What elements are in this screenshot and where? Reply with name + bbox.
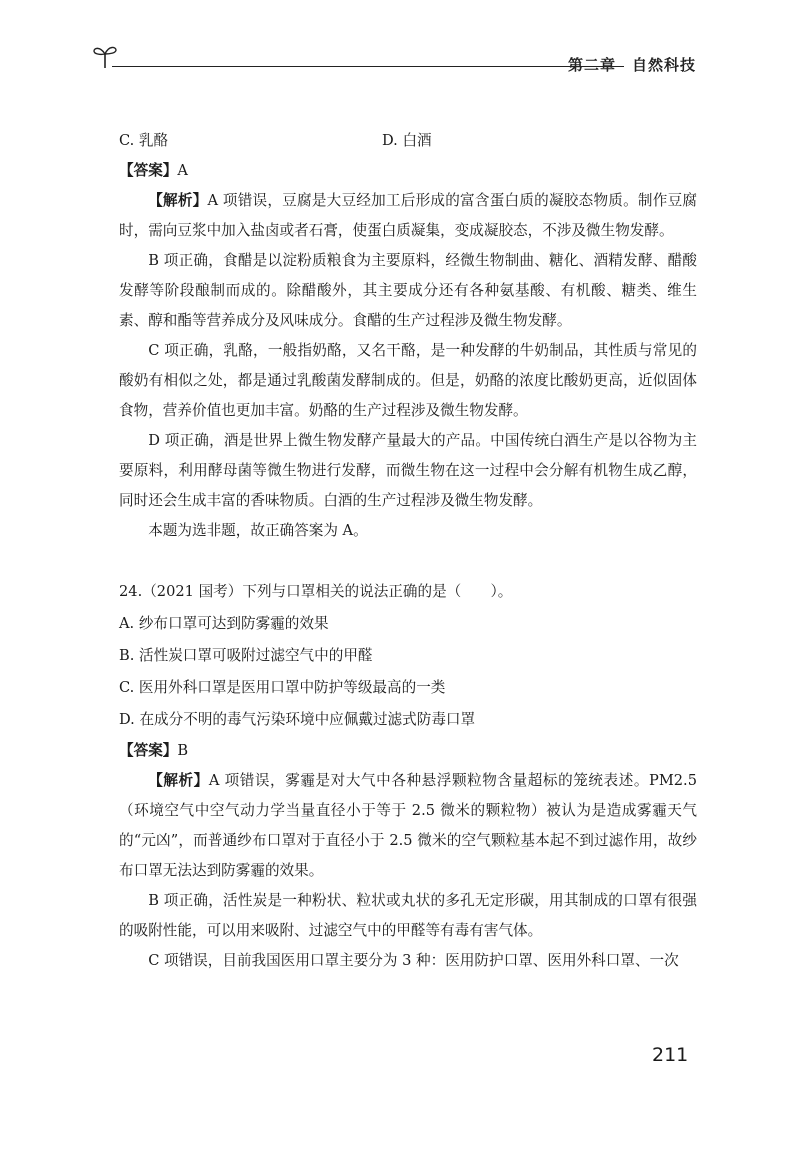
analysis-paragraph: B 项正确，食醋是以淀粉质粮食为主要原料，经微生物制曲、糖化、酒精发酵、醋酸发酵等阶段酿制而成的。除醋酸外，其主要成分还有各种氨基酸、有机酸、糖类、维生素、醇和酯等营养成分及风味成分。食醋的生产过程涉及微生物发酵。 [119,252,697,329]
question-stem: 24.（2021 国考）下列与口罩相关的说法正确的是（ ）。 [119,583,513,600]
option-d: D. 在成分不明的毒气污染环境中应佩戴过滤式防毒口罩 [119,711,476,728]
page-number: 211 [652,1044,689,1066]
option-c: C. 医用外科口罩是医用口罩中防护等级最高的一类 [119,679,446,696]
analysis-paragraph: C 项错误，目前我国医用口罩主要分为 3 种：医用防护口罩、医用外科口罩、一次 [148,952,679,969]
analysis-paragraph: D 项正确，酒是世界上微生物发酵产量最大的产品。中国传统白酒生产是以谷物为主要原料，利用酵母菌等微生物进行发酵，而微生物在这一过程中会分解有机物生成乙醇，同时还会生成丰富的香味物质。白酒的生产过程涉及微生物发酵。 [119,432,697,509]
options-row [119,126,697,156]
running-header [92,42,704,78]
answer [119,736,697,766]
option-c: C. 乳酪 [119,132,169,149]
option-a: A. 纱布口罩可达到防雾霾的效果 [119,615,329,632]
spacer [119,546,697,576]
analysis-paragraph [119,766,697,886]
analysis-paragraph: C 项正确，乳酪，一般指奶酪，又名干酪，是一种发酵的牛奶制品，其性质与常见的酸奶有相似之处，都是通过乳酸菌发酵制成的。但是，奶酪的浓度比酸奶更高，近似固体食物，营养价值也更加丰富。奶酪的生产过程涉及微生物发酵。 [119,342,697,419]
page-content [119,126,697,976]
answer-value: B [177,742,189,759]
option-d: D. 白酒 [382,132,432,149]
analysis-paragraph: B 项正确，活性炭是一种粉状、粒状或丸状的多孔无定形碳，用其制成的口罩有很强的吸附性能，可以用来吸附、过滤空气中的甲醛等有毒有害气体。 [119,892,697,939]
chapter-title: 第二章 自然科技 [567,56,696,74]
analysis-text: A 项错误，雾霾是对大气中各种悬浮颗粒物含量超标的笼统表述。PM2.5（环境空气中空气动力学当量直径小于等于 2.5 微米的颗粒物）被认为是造成雾霾天气的“元凶”，而普通纱布口罩对于直径小于 2.5 微米的空气颗粒基本起不到过滤作用，故纱布口罩无法达到防雾霾的效果。 [119,772,697,879]
conclusion: 本题为选非题，故正确答案为 A。 [148,522,368,539]
analysis-label: 【解析】 [148,772,209,789]
option-b: B. 活性炭口罩可吸附过滤空气中的甲醛 [119,647,373,664]
answer [119,156,697,186]
analysis-label: 【解析】 [148,192,208,209]
answer-value: A [177,162,188,179]
answer-label: 【答案】 [119,162,178,179]
answer-label: 【答案】 [119,742,178,759]
header-rule [112,66,624,67]
analysis-text: A 项错误，豆腐是大豆经加工后形成的富含蛋白质的凝胶态物质。制作豆腐时，需向豆浆中加入盐卤或者石膏，使蛋白质凝集，变成凝胶态，不涉及微生物发酵。 [119,192,697,239]
analysis-paragraph [119,186,697,246]
